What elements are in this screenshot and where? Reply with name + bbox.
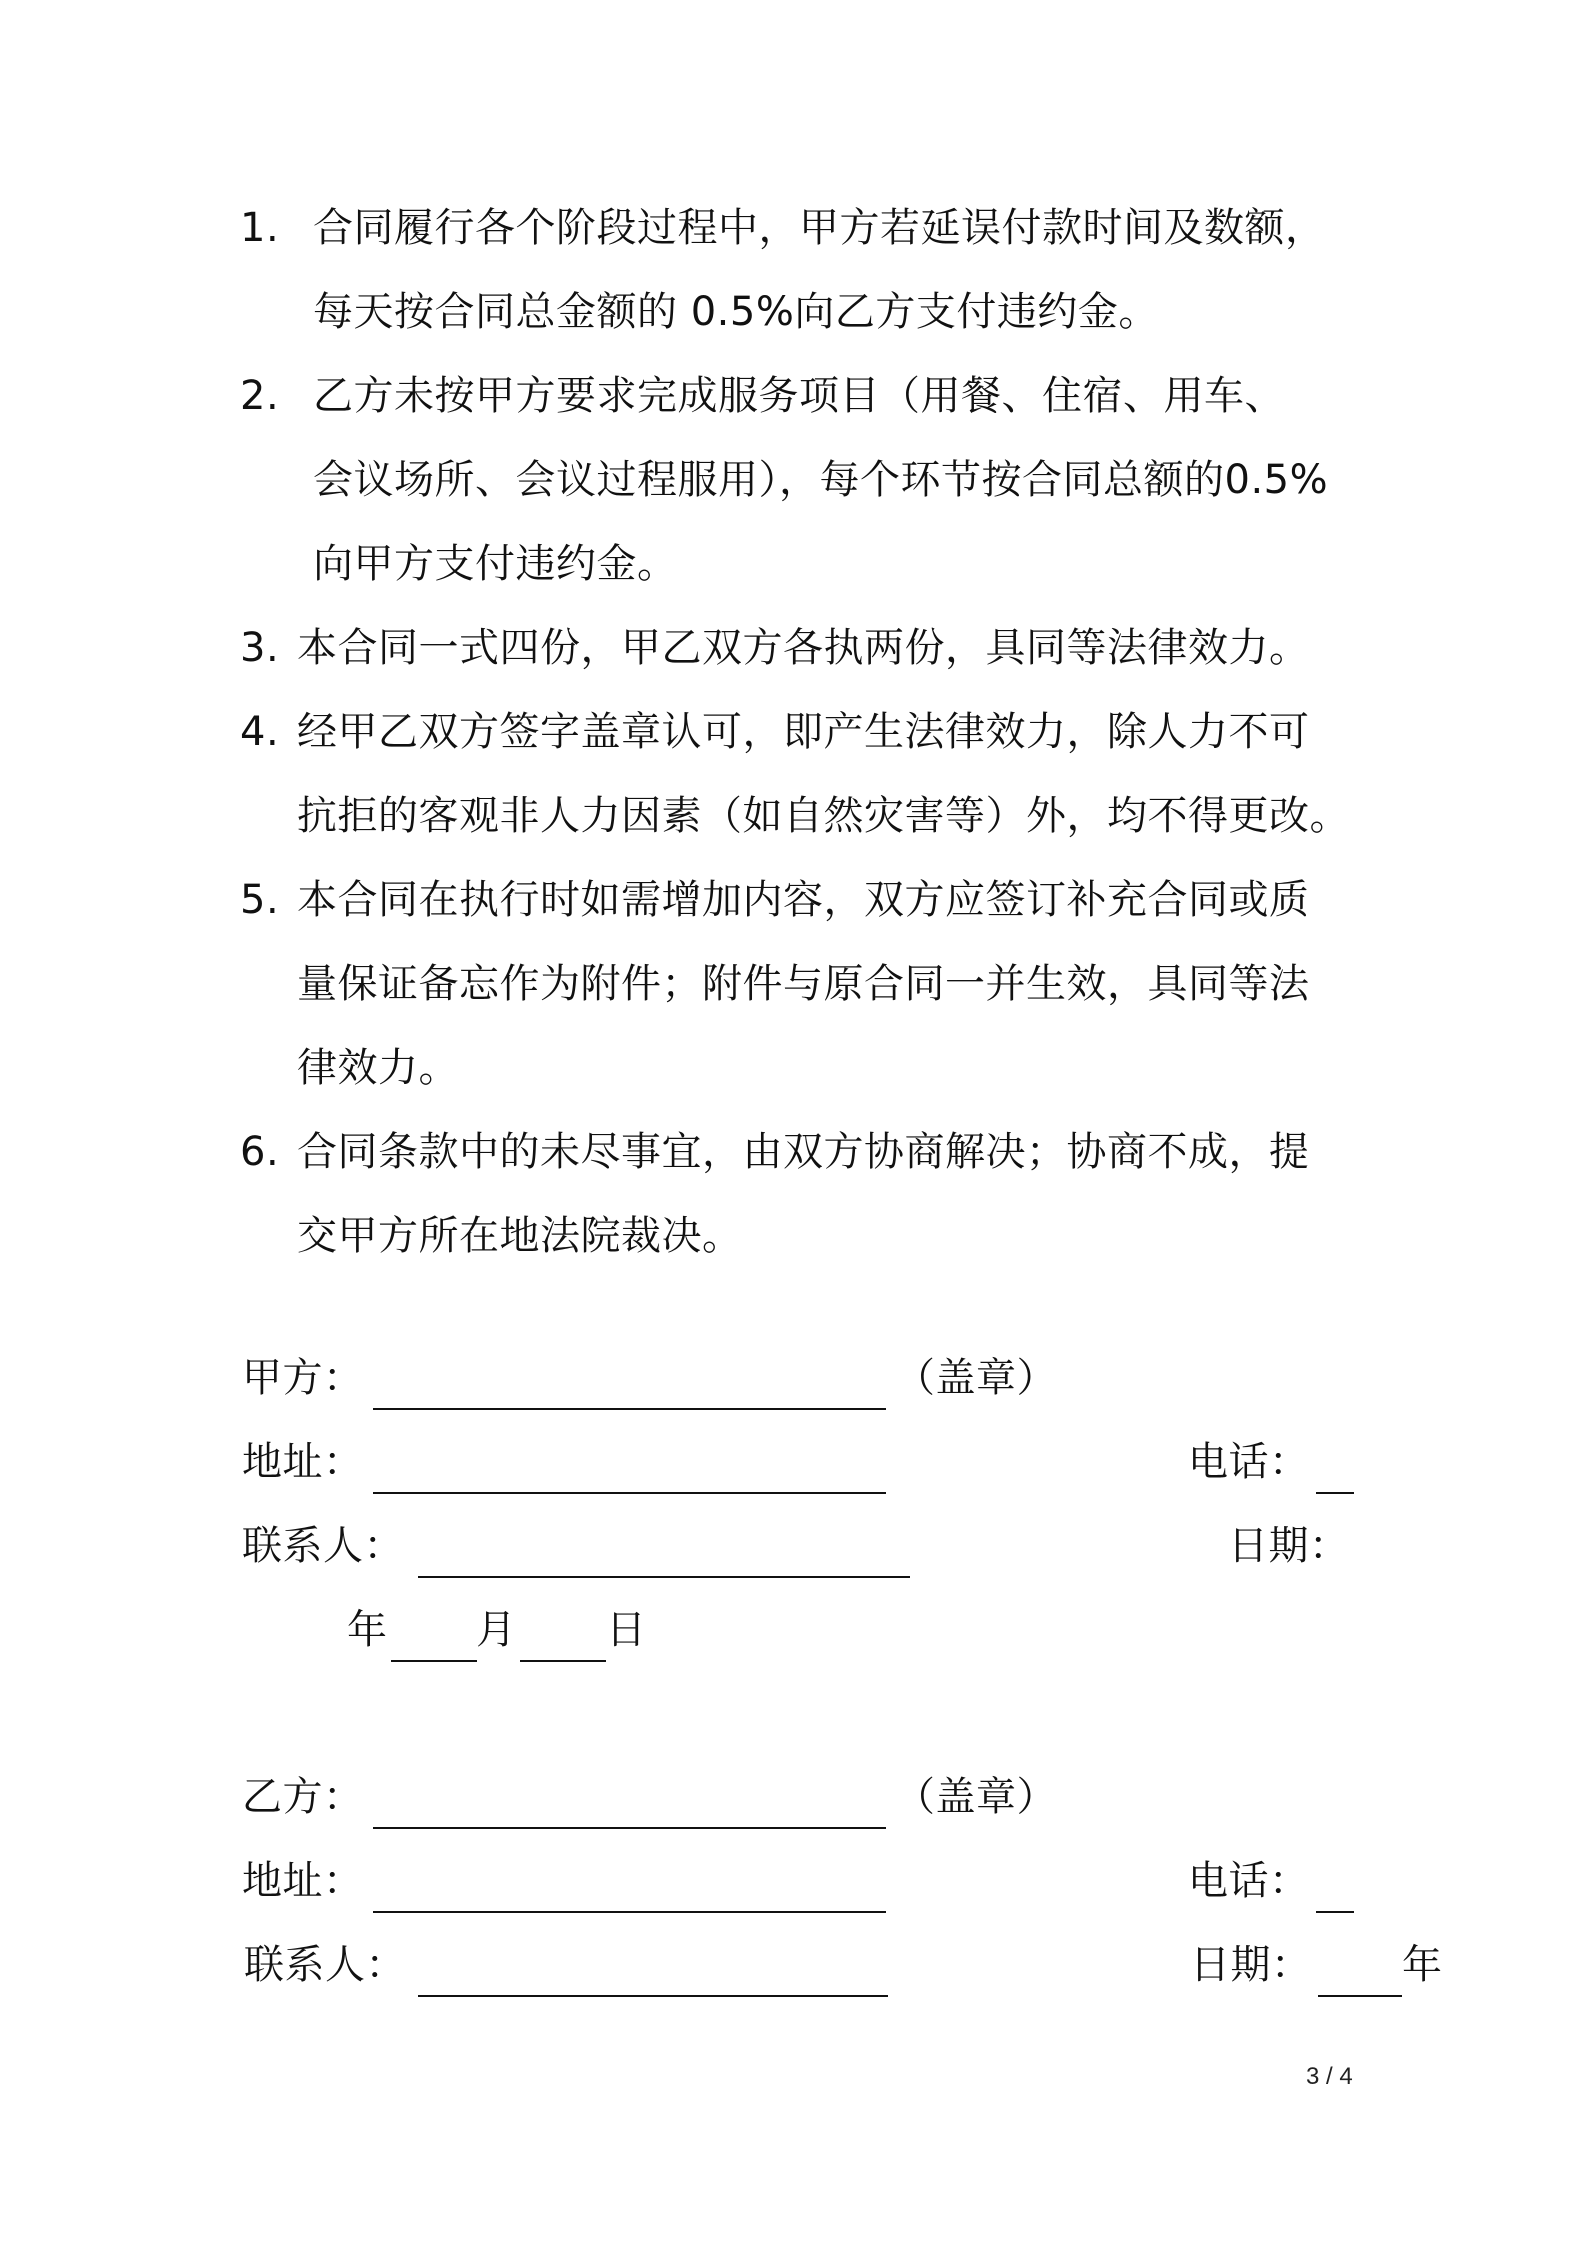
party-b-address-field[interactable] <box>373 1911 886 1913</box>
party-b-contact-field[interactable] <box>418 1995 888 1997</box>
party-b-name-field[interactable] <box>373 1827 886 1829</box>
clause-2-line-2: 会议场所、会议过程服用），每个环节按合同总额的0.5% <box>313 457 1329 503</box>
party-a-year-label: 年 <box>347 1607 388 1653</box>
clause-4-number: 4. <box>240 709 280 755</box>
clause-2-line-1: 乙方未按甲方要求完成服务项目（用餐、住宿、用车、 <box>313 373 1285 419</box>
page-number: 3 / 4 <box>1306 2063 1353 2090</box>
party-b-seal-label: （盖章） <box>895 1774 1057 1820</box>
party-a-day-field[interactable] <box>520 1660 606 1662</box>
party-b-label: 乙方： <box>242 1774 364 1820</box>
party-a-date-label: 日期： <box>1228 1523 1350 1569</box>
clause-4-line-1: 经甲乙双方签字盖章认可，即产生法律效力，除人力不可 <box>297 709 1310 755</box>
party-a-month-label: 月 <box>476 1607 517 1653</box>
clause-3-line-1: 本合同一式四份，甲乙双方各执两份，具同等法律效力。 <box>297 625 1310 671</box>
party-a-address-label: 地址： <box>242 1439 364 1485</box>
clause-1-line-1: 合同履行各个阶段过程中，甲方若延误付款时间及数额， <box>313 205 1326 251</box>
clause-6-number: 6. <box>240 1129 280 1175</box>
party-a-name-field[interactable] <box>373 1408 886 1410</box>
clause-6-line-1: 合同条款中的未尽事宜，由双方协商解决；协商不成，提 <box>297 1129 1310 1175</box>
party-a-phone-label: 电话： <box>1188 1439 1310 1485</box>
party-b-date-label: 日期： <box>1190 1942 1312 1988</box>
party-a-address-field[interactable] <box>373 1492 886 1494</box>
party-a-label: 甲方： <box>242 1355 364 1401</box>
clause-1-line-2: 每天按合同总金额的 0.5%向乙方支付违约金。 <box>313 289 1159 335</box>
party-a-month-field[interactable] <box>391 1660 477 1662</box>
clause-5-line-3: 律效力。 <box>297 1045 459 1091</box>
party-b-year-label: 年 <box>1402 1942 1443 1988</box>
party-b-phone-label: 电话： <box>1188 1858 1310 1904</box>
clause-6-line-2: 交甲方所在地法院裁决。 <box>297 1213 743 1259</box>
party-a-contact-label: 联系人： <box>242 1523 404 1569</box>
clause-5-line-2: 量保证备忘作为附件；附件与原合同一并生效，具同等法 <box>297 961 1310 1007</box>
party-b-phone-field[interactable] <box>1316 1911 1354 1913</box>
party-a-seal-label: （盖章） <box>895 1355 1057 1401</box>
party-a-phone-field[interactable] <box>1316 1492 1354 1494</box>
clause-5-line-1: 本合同在执行时如需增加内容，双方应签订补充合同或质 <box>297 877 1310 923</box>
clause-1-number: 1. <box>240 205 280 251</box>
clause-4-line-2: 抗拒的客观非人力因素（如自然灾害等）外，均不得更改。 <box>297 793 1350 839</box>
clause-2-number: 2. <box>240 373 280 419</box>
clause-3-number: 3. <box>240 625 280 671</box>
party-b-year-field[interactable] <box>1318 1995 1402 1997</box>
party-b-address-label: 地址： <box>242 1858 364 1904</box>
party-a-contact-field[interactable] <box>418 1576 910 1578</box>
party-a-day-label: 日 <box>606 1607 647 1653</box>
clause-5-number: 5. <box>240 877 280 923</box>
clause-2-line-3: 向甲方支付违约金。 <box>313 541 678 587</box>
party-b-contact-label: 联系人： <box>244 1942 406 1988</box>
